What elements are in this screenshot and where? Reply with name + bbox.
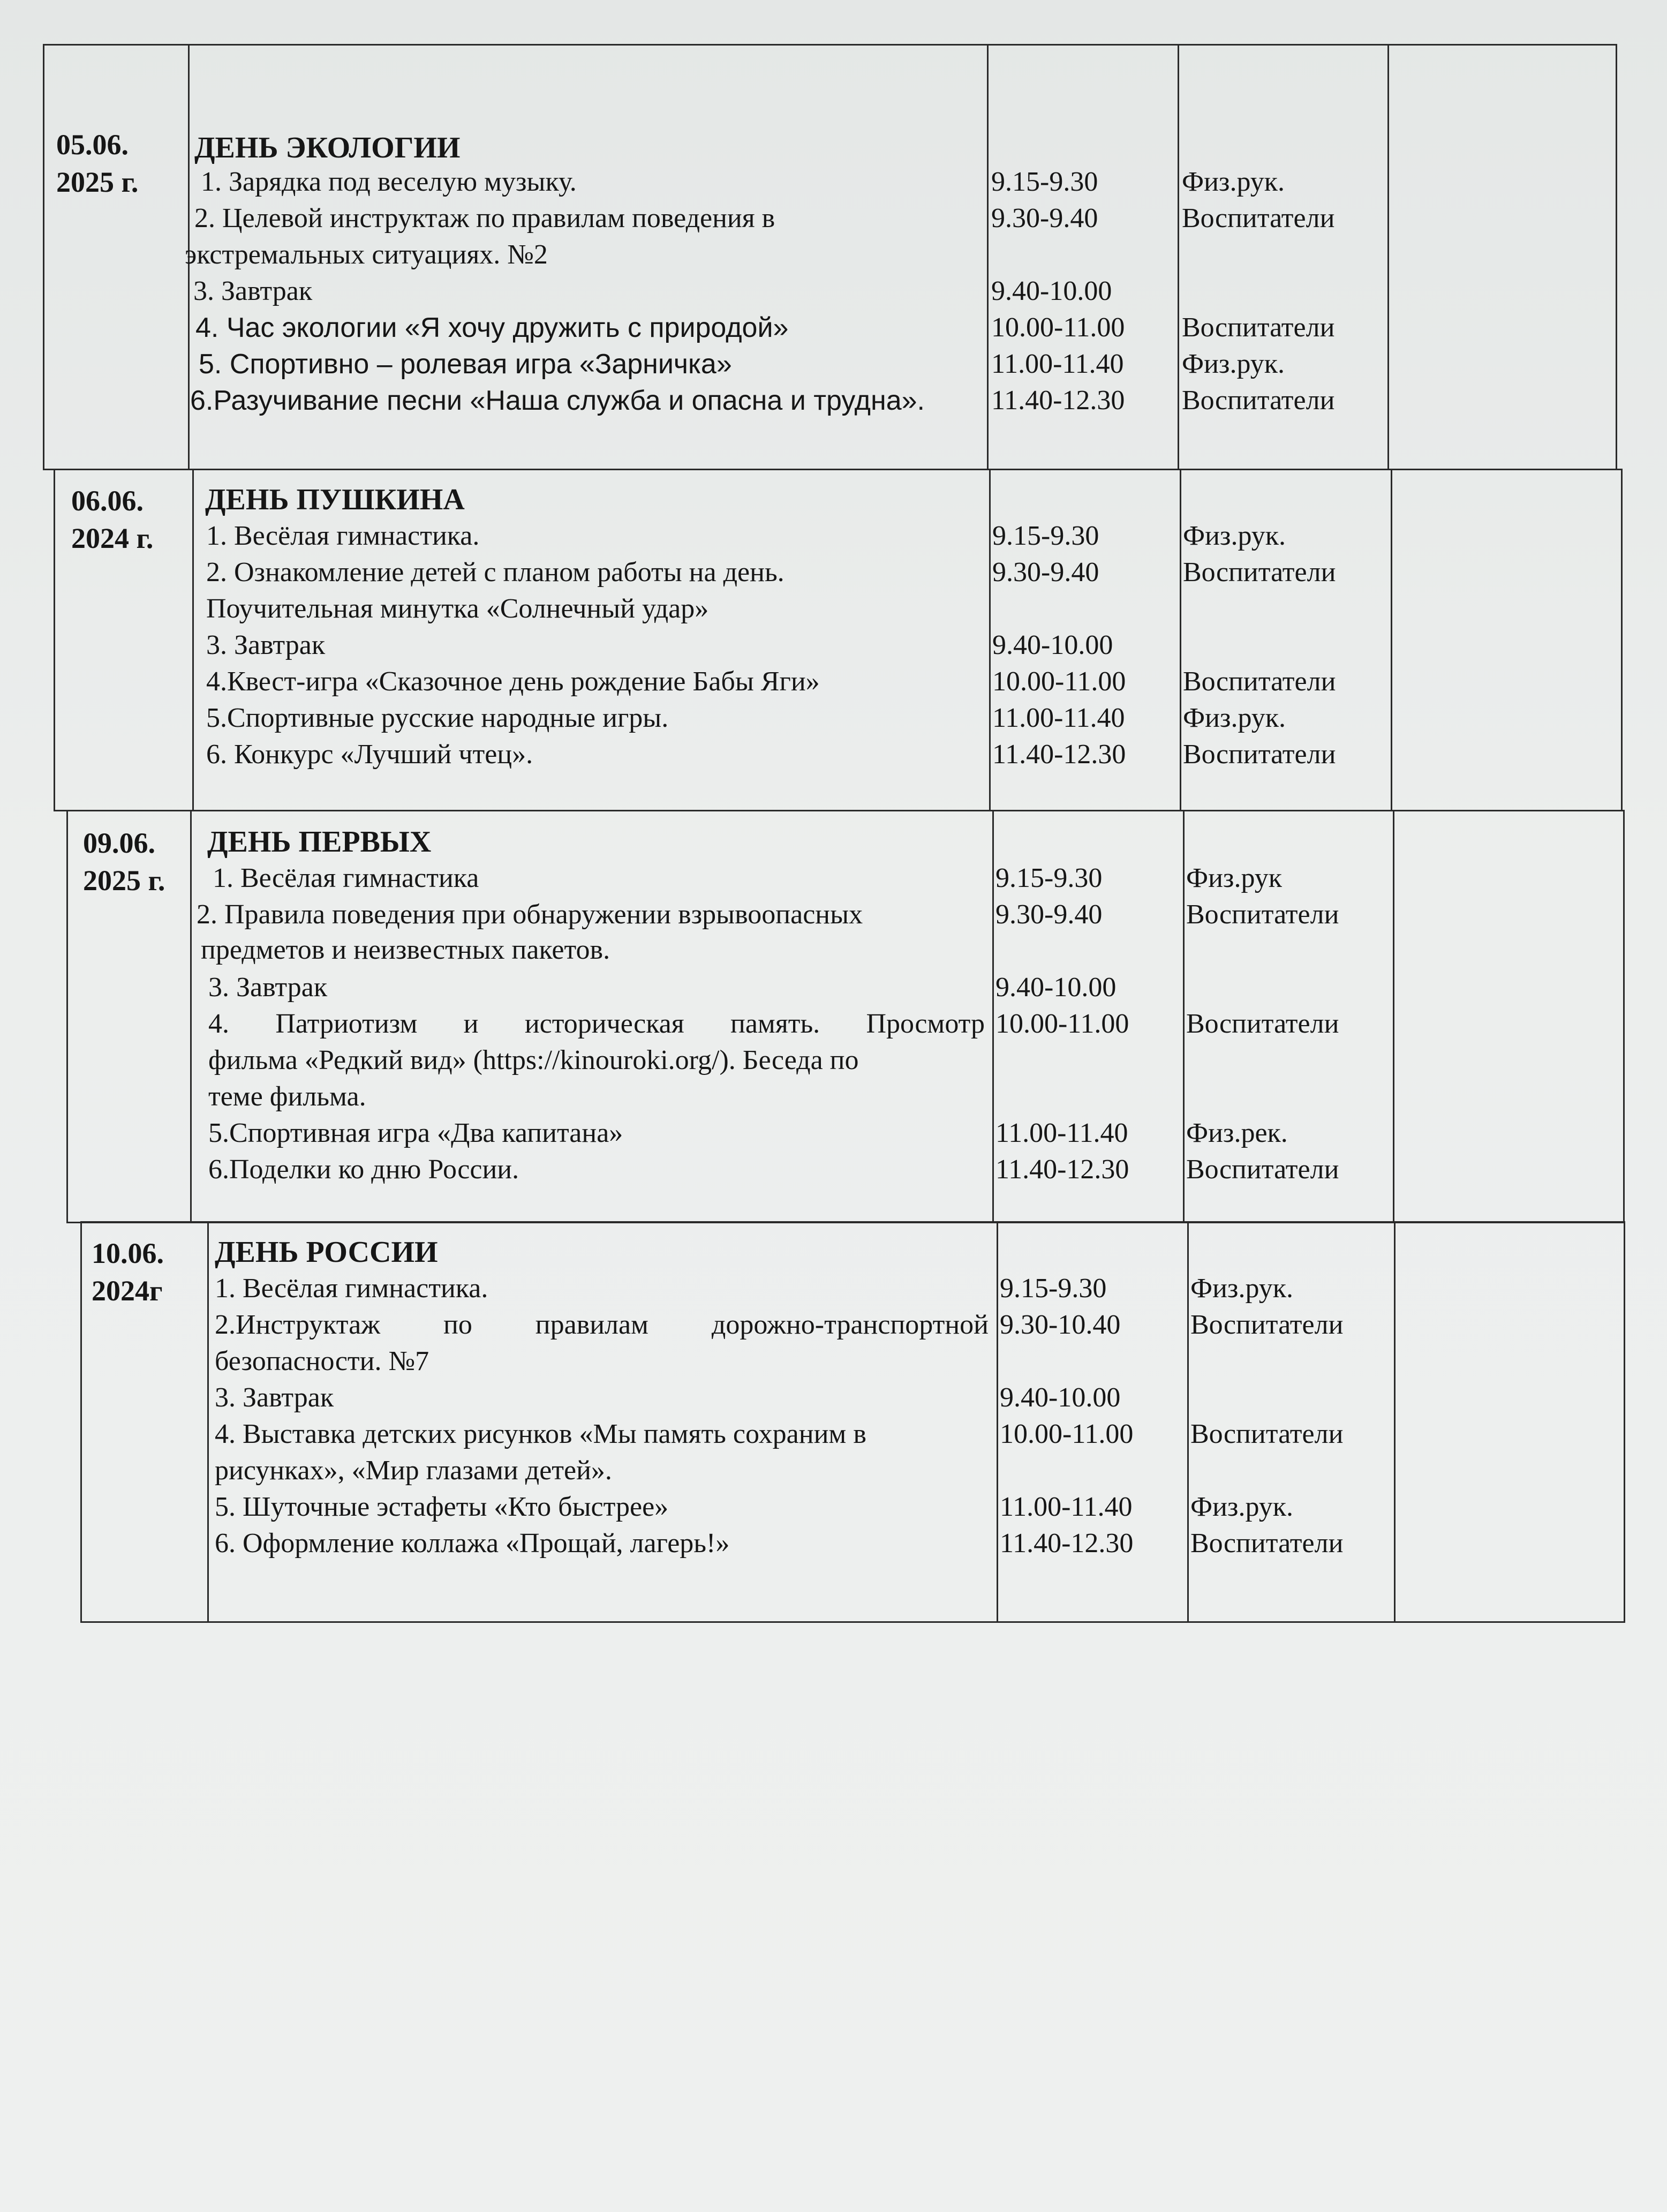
column-divider: [192, 470, 194, 810]
responsible-cell: Воспитатели: [1190, 1419, 1344, 1449]
time-cell: 9.40-10.00: [995, 972, 1117, 1003]
activity-line: рисунках», «Мир глазами детей».: [215, 1455, 612, 1486]
time-cell: 10.00-11.00: [991, 312, 1125, 343]
column-divider: [1180, 470, 1181, 810]
activity-line: 5. Спортивно – ролевая игра «Зарничка»: [199, 349, 732, 380]
column-divider: [992, 811, 994, 1222]
responsible-cell: Воспитатели: [1186, 899, 1339, 930]
responsible-cell: Физ.рук.: [1190, 1492, 1294, 1522]
activity-line: 5. Шуточные эстафеты «Кто быстрее»: [215, 1492, 669, 1522]
time-cell: 9.30-9.40: [992, 557, 1099, 588]
activity-line: 2. Правила поведения при обнаружении взрывоопасных: [197, 899, 863, 930]
responsible-cell: Физ.рук.: [1183, 703, 1286, 733]
time-cell: 9.15-9.30: [1000, 1273, 1107, 1304]
day-year: 2024г: [92, 1275, 163, 1307]
time-cell: 11.40-12.30: [1000, 1528, 1134, 1559]
activity-line: 4.Квест-игра «Сказочное день рождение Бабы Яги»: [206, 666, 820, 697]
time-cell: 11.40-12.30: [991, 385, 1125, 416]
activity-line: экстремальных ситуациях. №2: [185, 239, 548, 270]
day-date: 05.06.: [56, 129, 129, 161]
activity-line: 5.Спортивная игра «Два капитана»: [208, 1118, 623, 1148]
activity-line: 1. Весёлая гимнастика.: [215, 1273, 488, 1304]
schedule-row-1: [43, 44, 1617, 470]
responsible-cell: Физ.рук.: [1182, 167, 1285, 197]
day-date: 09.06.: [83, 827, 155, 859]
day-date: 10.06.: [92, 1237, 164, 1269]
day-title: ДЕНЬ РОССИИ: [215, 1236, 438, 1269]
time-cell: 9.30-9.40: [991, 203, 1098, 234]
schedule-row-2: [54, 469, 1623, 811]
column-divider: [1178, 46, 1179, 469]
time-cell: 11.00-11.40: [1000, 1492, 1133, 1522]
column-divider: [989, 470, 991, 810]
day-year: 2024 г.: [71, 522, 154, 554]
responsible-cell: Физ.рек.: [1186, 1118, 1288, 1148]
activity-line: 6. Конкурс «Лучший чтец».: [206, 739, 533, 770]
responsible-cell: Физ.рук.: [1183, 521, 1286, 551]
time-cell: 10.00-11.00: [992, 666, 1126, 697]
column-divider: [207, 1223, 209, 1621]
responsible-cell: Физ.рук.: [1182, 349, 1285, 379]
responsible-cell: Воспитатели: [1190, 1528, 1344, 1559]
activity-line: фильма «Редкий вид» (https://kinouroki.org/). Беседа по: [208, 1045, 859, 1075]
responsible-cell: Воспитатели: [1182, 385, 1335, 416]
schedule-row-3: [66, 810, 1625, 1223]
activity-line: 4. Час экологии «Я хочу дружить с природой»: [195, 312, 789, 343]
activity-line: теме фильма.: [208, 1081, 366, 1112]
activity-line: 6. Оформление коллажа «Прощай, лагерь!»: [215, 1528, 730, 1559]
day-year: 2025 г.: [56, 166, 139, 198]
responsible-cell: Воспитатели: [1182, 203, 1335, 234]
column-divider: [1187, 1223, 1189, 1621]
responsible-cell: Воспитатели: [1183, 739, 1336, 770]
responsible-cell: Физ.рук.: [1190, 1273, 1294, 1304]
activity-line: 1. Весёлая гимнастика: [213, 863, 479, 893]
column-divider: [1183, 811, 1185, 1222]
activity-line: предметов и неизвестных пакетов.: [201, 935, 610, 965]
responsible-cell: Воспитатели: [1190, 1310, 1344, 1340]
activity-line: 2. Ознакомление детей с планом работы на день.: [206, 557, 785, 588]
schedule-row-4: [80, 1221, 1625, 1623]
activity-line: 1. Зарядка под веселую музыку.: [201, 167, 577, 197]
responsible-cell: Физ.рук: [1186, 863, 1283, 893]
activity-line: 5.Спортивные русские народные игры.: [206, 703, 669, 733]
time-cell: 11.00-11.40: [992, 703, 1125, 733]
time-cell: 10.00-11.00: [995, 1009, 1129, 1039]
time-cell: 11.40-12.30: [992, 739, 1126, 770]
column-divider: [1393, 811, 1394, 1222]
activity-line: 3. Завтрак: [206, 630, 326, 660]
time-cell: 11.00-11.40: [991, 349, 1124, 379]
activity-line: 3. Завтрак: [208, 972, 328, 1003]
activity-line: 3. Завтрак: [193, 276, 313, 306]
time-cell: 9.30-10.40: [1000, 1310, 1121, 1340]
activity-line: 1. Весёлая гимнастика.: [206, 521, 480, 551]
column-divider: [1387, 46, 1389, 469]
responsible-cell: Воспитатели: [1183, 666, 1336, 697]
day-title: ДЕНЬ ПЕРВЫХ: [207, 825, 432, 859]
time-cell: 9.40-10.00: [992, 630, 1113, 660]
time-cell: 9.15-9.30: [995, 863, 1103, 893]
day-date: 06.06.: [71, 485, 144, 517]
responsible-cell: Воспитатели: [1186, 1154, 1339, 1185]
column-divider: [190, 811, 192, 1222]
responsible-cell: Воспитатели: [1182, 312, 1335, 343]
time-cell: 9.15-9.30: [991, 167, 1098, 197]
column-divider: [987, 46, 989, 469]
time-cell: 9.30-9.40: [995, 899, 1103, 930]
day-title: ДЕНЬ ПУШКИНА: [205, 483, 465, 516]
column-divider: [997, 1223, 998, 1621]
column-divider: [1391, 470, 1392, 810]
activity-line: 3. Завтрак: [215, 1382, 334, 1413]
time-cell: 9.40-10.00: [1000, 1382, 1121, 1413]
time-cell: 9.40-10.00: [991, 276, 1112, 306]
time-cell: 10.00-11.00: [1000, 1419, 1134, 1449]
activity-line: 4. Выставка детских рисунков «Мы память сохраним в: [215, 1419, 866, 1449]
activity-line: 2. Целевой инструктаж по правилам поведения в: [194, 203, 775, 234]
column-divider: [1394, 1223, 1396, 1621]
time-cell: 9.15-9.30: [992, 521, 1099, 551]
day-year: 2025 г.: [83, 864, 165, 897]
activity-line: 6.Разучивание песни «Наша служба и опасна и трудна».: [190, 385, 925, 416]
responsible-cell: Воспитатели: [1183, 557, 1336, 588]
activity-line: безопасности. №7: [215, 1346, 429, 1376]
activity-line: Поучительная минутка «Солнечный удар»: [206, 593, 709, 624]
responsible-cell: Воспитатели: [1186, 1009, 1339, 1039]
activity-line: 6.Поделки ко дню России.: [208, 1154, 519, 1185]
day-title: ДЕНЬ ЭКОЛОГИИ: [194, 131, 461, 164]
activity-line: 4. Патриотизм и историческая память. Просмотр: [208, 1009, 985, 1039]
activity-line: 2.Инструктаж по правилам дорожно-транспортной: [215, 1310, 989, 1340]
time-cell: 11.40-12.30: [995, 1154, 1129, 1185]
time-cell: 11.00-11.40: [995, 1118, 1128, 1148]
